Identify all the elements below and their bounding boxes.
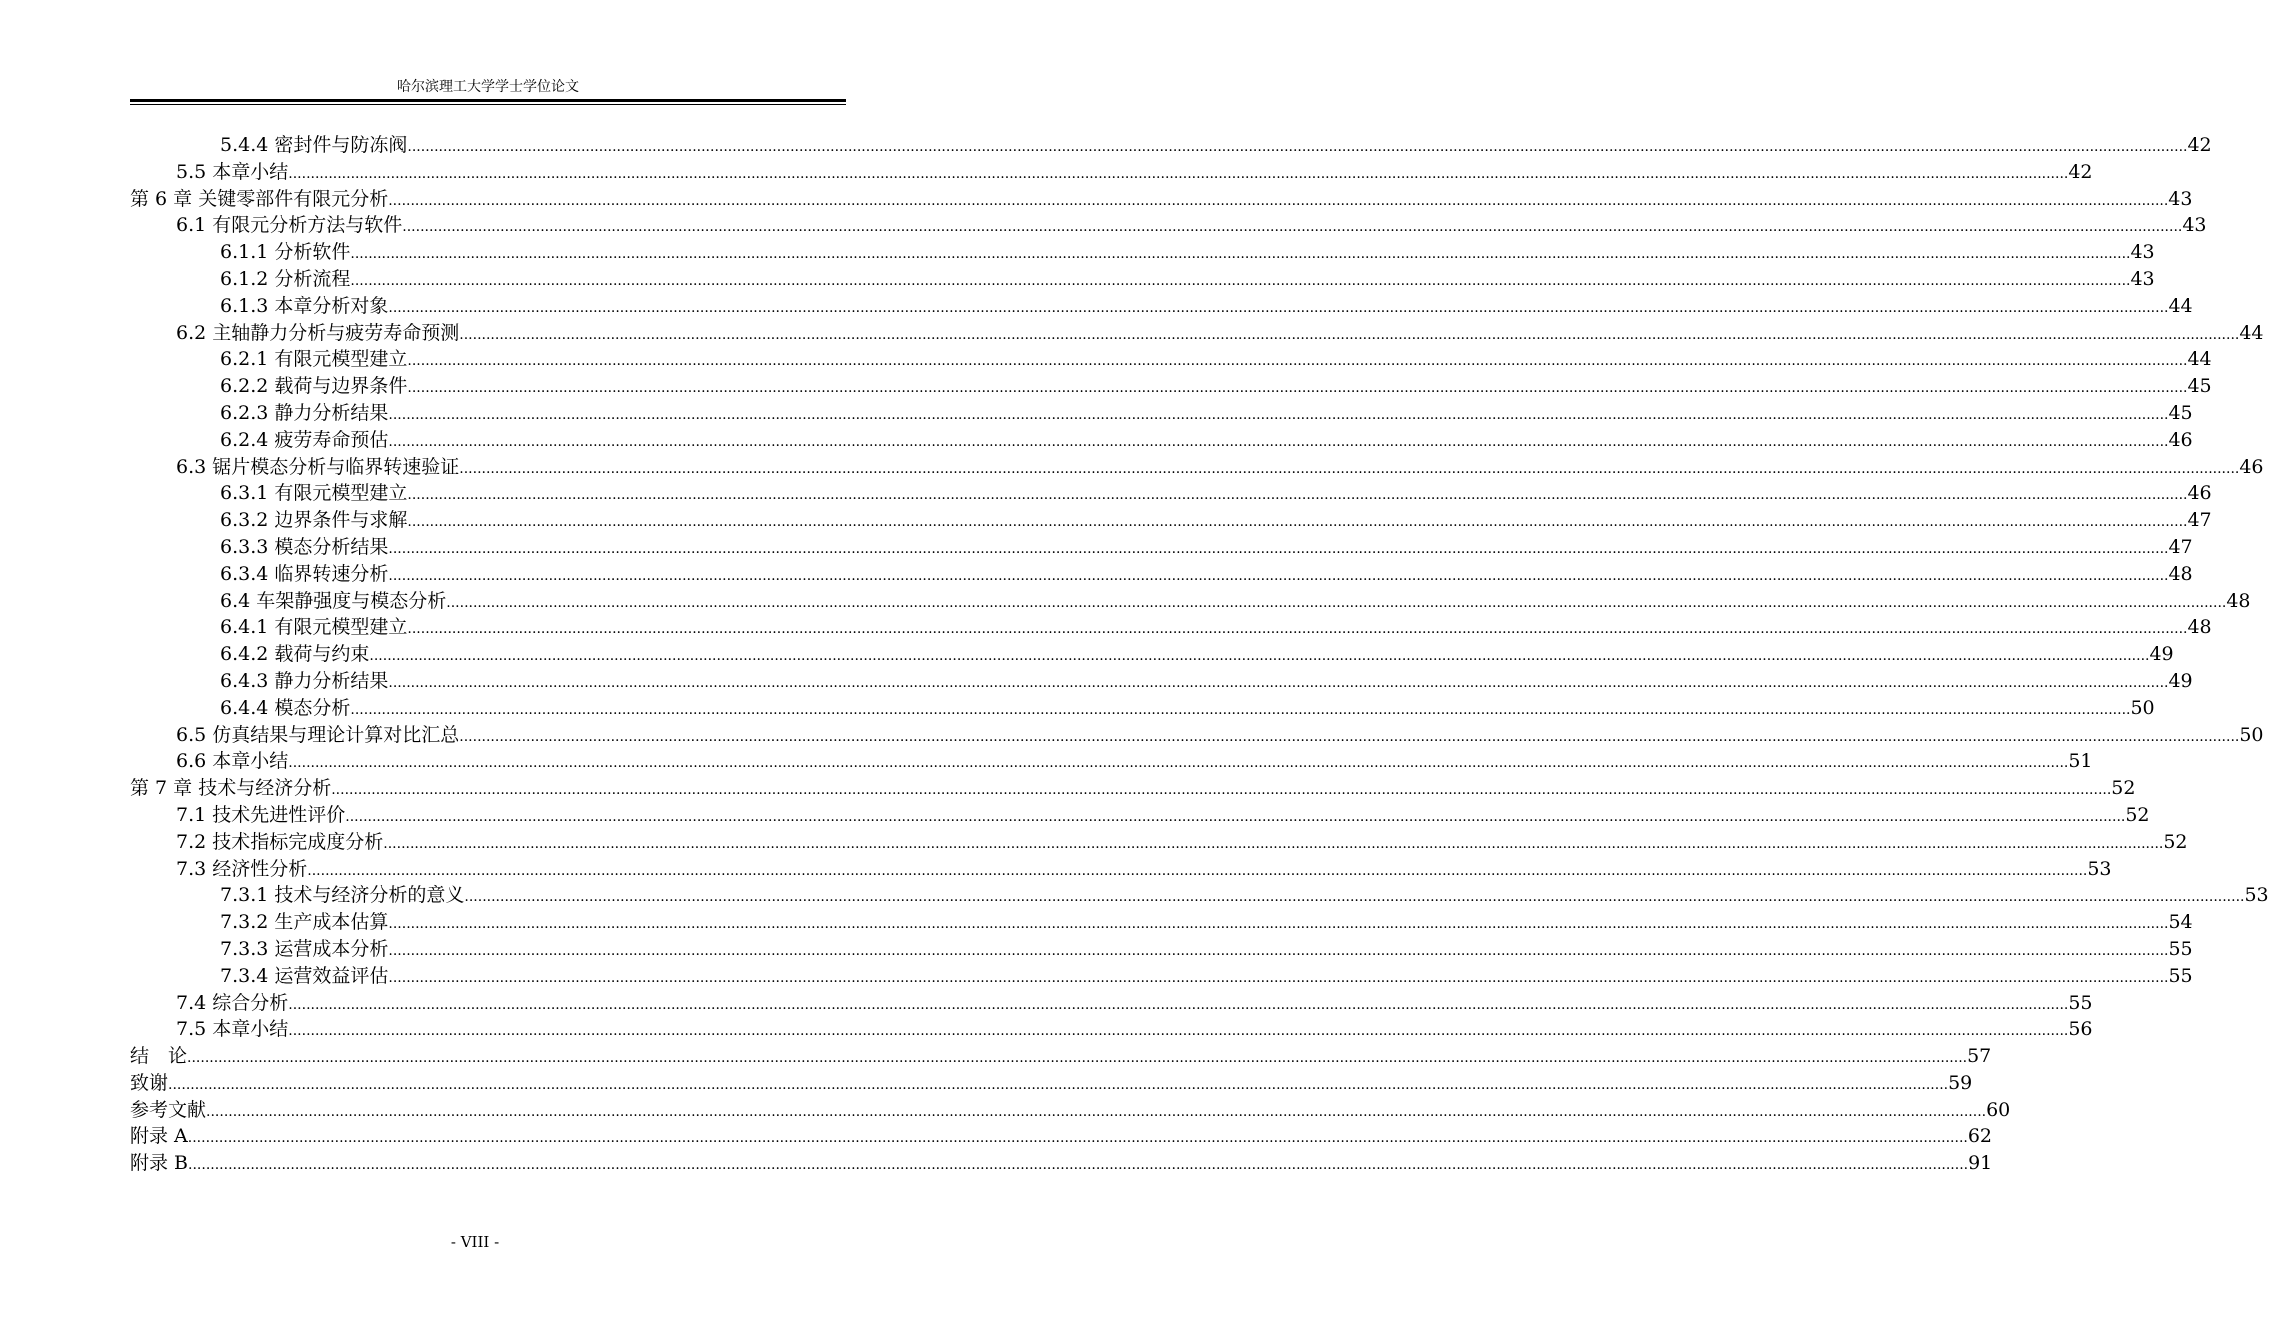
toc-entry[interactable] [130, 668, 2193, 695]
toc-dot-leader: ................................................................................................................................................................................................................................................................................................................................................................................................................ [464, 889, 2245, 906]
toc-entry-page: 55 [2068, 991, 2093, 1014]
page-number: - VIII - [450, 1233, 500, 1251]
toc-entry[interactable] [130, 990, 2093, 1017]
toc-entry-title: 7.3.3 运营成本分析 [220, 937, 389, 960]
toc-dot-leader: ................................................................................................................................................................................................................................................................................................................................................................................................................ [307, 862, 2088, 879]
toc-entry-title: 参考文献 [130, 1098, 207, 1121]
toc-dot-leader: ................................................................................................................................................................................................................................................................................................................................................................................................................ [388, 916, 2169, 933]
toc-dot-leader: ................................................................................................................................................................................................................................................................................................................................................................................................................ [288, 755, 2069, 772]
toc-entry[interactable] [130, 614, 2212, 641]
toc-entry[interactable] [130, 588, 2251, 615]
toc-entry[interactable] [130, 909, 2193, 936]
toc-entry[interactable] [130, 212, 2207, 239]
toc-entry-title: 6.3 锯片模态分析与临界转速验证 [176, 455, 460, 478]
toc-dot-leader: ................................................................................................................................................................................................................................................................................................................................................................................................................ [187, 1050, 1968, 1067]
toc-entry[interactable] [130, 882, 2269, 909]
toc-dot-leader: ................................................................................................................................................................................................................................................................................................................................................................................................................ [407, 487, 2188, 504]
toc-entry[interactable] [130, 1097, 2011, 1124]
toc-entry-title: 7.2 技术指标完成度分析 [176, 830, 384, 853]
toc-dot-leader: ................................................................................................................................................................................................................................................................................................................................................................................................................ [350, 701, 2131, 718]
toc-entry[interactable] [130, 1070, 1973, 1097]
toc-entry[interactable] [130, 454, 2264, 481]
toc-entry-page: 42 [2187, 134, 2212, 156]
toc-dot-leader: ................................................................................................................................................................................................................................................................................................................................................................................................................ [402, 219, 2183, 236]
toc-entry[interactable] [130, 293, 2193, 320]
toc-entry-page: 44 [2168, 294, 2193, 317]
toc-entry-page: 44 [2187, 348, 2212, 371]
toc-entry-title: 6.3.2 边界条件与求解 [220, 509, 408, 532]
toc-entry-page: 43 [2168, 187, 2193, 210]
toc-dot-leader: ................................................................................................................................................................................................................................................................................................................................................................................................................ [345, 808, 2126, 825]
toc-entry[interactable] [130, 1123, 1993, 1150]
toc-entry-page: 46 [2239, 455, 2264, 478]
toc-dot-leader: ................................................................................................................................................................................................................................................................................................................................................................................................................ [388, 406, 2169, 423]
toc-entry[interactable] [130, 802, 2150, 829]
toc-entry-title: 6.4.3 静力分析结果 [220, 669, 389, 692]
toc-entry-page: 49 [2149, 643, 2174, 666]
toc-entry-title: 7.3.2 生产成本估算 [220, 911, 389, 934]
toc-dot-leader: ................................................................................................................................................................................................................................................................................................................................................................................................................ [388, 299, 2169, 316]
toc-dot-leader: ................................................................................................................................................................................................................................................................................................................................................................................................................ [288, 165, 2069, 182]
toc-entry-page: 48 [2168, 562, 2193, 585]
toc-entry-page: 42 [2068, 160, 2093, 183]
toc-entry[interactable] [130, 132, 2212, 159]
toc-entry[interactable] [130, 507, 2212, 534]
toc-dot-leader: ................................................................................................................................................................................................................................................................................................................................................................................................................ [288, 996, 2069, 1013]
toc-entry-title: 附录 B [130, 1152, 189, 1175]
toc-entry-page: 91 [1968, 1152, 1993, 1175]
toc-entry[interactable] [130, 159, 2093, 186]
toc-entry-page: 53 [2087, 857, 2112, 880]
toc-entry-title: 6.3.4 临界转速分析 [220, 562, 389, 585]
toc-entry-title: 5.5 本章小结 [176, 160, 289, 183]
toc-entry[interactable] [130, 829, 2188, 856]
toc-dot-leader: ................................................................................................................................................................................................................................................................................................................................................................................................................ [388, 433, 2169, 450]
toc-entry-page: 47 [2168, 535, 2193, 558]
toc-entry[interactable] [130, 1150, 1993, 1177]
toc-entry[interactable] [130, 266, 2155, 293]
table-of-contents [130, 132, 2269, 1177]
toc-entry-page: 44 [2239, 321, 2264, 344]
toc-entry-title: 6.2.1 有限元模型建立 [220, 348, 408, 371]
toc-entry-title: 7.4 综合分析 [176, 991, 289, 1014]
toc-entry-title: 结 论 [130, 1045, 188, 1068]
toc-dot-leader: ................................................................................................................................................................................................................................................................................................................................................................................................................ [388, 567, 2169, 584]
toc-entry-title: 6.4.2 载荷与约束 [220, 643, 370, 666]
toc-entry[interactable] [130, 186, 2193, 213]
toc-entry[interactable] [130, 1016, 2093, 1043]
toc-entry-title: 7.5 本章小结 [176, 1018, 289, 1041]
toc-dot-leader: ................................................................................................................................................................................................................................................................................................................................................................................................................ [188, 1157, 1969, 1174]
toc-entry-title: 7.1 技术先进性评价 [176, 803, 346, 826]
toc-entry-title: 6.1.2 分析流程 [220, 267, 351, 290]
toc-dot-leader: ................................................................................................................................................................................................................................................................................................................................................................................................................ [350, 246, 2131, 263]
toc-dot-leader: ................................................................................................................................................................................................................................................................................................................................................................................................................ [388, 969, 2169, 986]
toc-entry-title: 6.3.1 有限元模型建立 [220, 482, 408, 505]
toc-entry-page: 46 [2187, 482, 2212, 505]
toc-dot-leader: ................................................................................................................................................................................................................................................................................................................................................................................................................ [446, 594, 2227, 611]
toc-entry-title: 6.2.4 疲劳寿命预估 [220, 428, 389, 451]
toc-entry[interactable] [130, 936, 2193, 963]
toc-entry[interactable] [130, 963, 2193, 990]
toc-entry-page: 59 [1948, 1071, 1973, 1094]
toc-entry[interactable] [130, 534, 2193, 561]
toc-entry-title: 第 7 章 技术与经济分析 [130, 777, 332, 800]
toc-entry-page: 47 [2187, 509, 2212, 532]
toc-entry-title: 6.2.2 载荷与边界条件 [220, 375, 408, 398]
toc-entry-page: 57 [1967, 1045, 1992, 1068]
toc-entry-page: 46 [2168, 428, 2193, 451]
toc-entry-title: 6.2 主轴静力分析与疲劳寿命预测 [176, 321, 460, 344]
toc-dot-leader: ................................................................................................................................................................................................................................................................................................................................................................................................................ [459, 326, 2240, 343]
toc-entry-title: 7.3 经济性分析 [176, 857, 308, 880]
toc-entry[interactable] [130, 480, 2212, 507]
toc-dot-leader: ................................................................................................................................................................................................................................................................................................................................................................................................................ [388, 540, 2169, 557]
toc-entry[interactable] [130, 239, 2155, 266]
toc-entry[interactable] [130, 400, 2193, 427]
toc-entry[interactable] [130, 641, 2174, 668]
toc-entry-title: 6.1.1 分析软件 [220, 241, 351, 264]
toc-dot-leader: ................................................................................................................................................................................................................................................................................................................................................................................................................ [407, 139, 2188, 155]
toc-entry-page: 56 [2068, 1018, 2093, 1041]
toc-dot-leader: ................................................................................................................................................................................................................................................................................................................................................................................................................ [350, 272, 2131, 289]
toc-entry[interactable] [130, 427, 2193, 454]
toc-entry-title: 7.3.1 技术与经济分析的意义 [220, 884, 465, 907]
toc-entry-page: 55 [2168, 937, 2193, 960]
toc-dot-leader: ................................................................................................................................................................................................................................................................................................................................................................................................................ [206, 1103, 1987, 1120]
toc-entry-page: 50 [2130, 696, 2155, 719]
toc-entry-page: 52 [2125, 803, 2150, 826]
toc-entry-title: 6.4.1 有限元模型建立 [220, 616, 408, 639]
toc-dot-leader: ................................................................................................................................................................................................................................................................................................................................................................................................................ [331, 782, 2112, 799]
toc-entry-page: 45 [2168, 401, 2193, 424]
toc-dot-leader: ................................................................................................................................................................................................................................................................................................................................................................................................................ [388, 192, 2169, 209]
toc-entry-page: 53 [2244, 884, 2269, 907]
toc-entry[interactable] [130, 775, 2136, 802]
toc-entry-page: 52 [2111, 777, 2136, 800]
toc-entry[interactable] [130, 320, 2264, 347]
toc-entry-page: 54 [2168, 911, 2193, 934]
toc-entry[interactable] [130, 748, 2093, 775]
toc-entry-title: 6.4.4 模态分析 [220, 696, 351, 719]
header-rule-thick [130, 99, 846, 102]
toc-entry-page: 45 [2187, 375, 2212, 398]
toc-entry-title: 6.2.3 静力分析结果 [220, 401, 389, 424]
toc-entry-page: 48 [2187, 616, 2212, 639]
toc-dot-leader: ................................................................................................................................................................................................................................................................................................................................................................................................................ [388, 942, 2169, 959]
toc-entry-page: 43 [2182, 214, 2207, 237]
toc-entry-page: 49 [2168, 669, 2193, 692]
running-header: 哈尔滨理工大学学士学位论文 [397, 79, 579, 95]
toc-entry-page: 43 [2130, 241, 2155, 264]
toc-entry-page: 43 [2130, 267, 2155, 290]
toc-entry-page: 55 [2168, 964, 2193, 987]
toc-entry-page: 60 [1986, 1098, 2011, 1121]
toc-dot-leader: ................................................................................................................................................................................................................................................................................................................................................................................................................ [407, 621, 2188, 638]
toc-entry[interactable] [130, 561, 2193, 588]
toc-entry[interactable] [130, 695, 2155, 722]
toc-entry-title: 6.1.3 本章分析对象 [220, 294, 389, 317]
toc-dot-leader: ................................................................................................................................................................................................................................................................................................................................................................................................................ [187, 1130, 1968, 1147]
toc-dot-leader: ................................................................................................................................................................................................................................................................................................................................................................................................................ [383, 835, 2164, 852]
toc-dot-leader: ................................................................................................................................................................................................................................................................................................................................................................................................................ [459, 460, 2240, 477]
toc-entry-title: 6.5 仿真结果与理论计算对比汇总 [176, 723, 460, 746]
header-rule-thin [130, 104, 846, 105]
toc-dot-leader: ................................................................................................................................................................................................................................................................................................................................................................................................................ [407, 353, 2188, 370]
toc-entry-title: 致谢 [130, 1071, 169, 1094]
toc-entry-title: 6.4 车架静强度与模态分析 [220, 589, 447, 612]
toc-dot-leader: ................................................................................................................................................................................................................................................................................................................................................................................................................ [407, 514, 2188, 531]
toc-entry-page: 50 [2239, 723, 2264, 746]
toc-entry[interactable] [130, 856, 2112, 883]
toc-entry-title: 5.4.4 密封件与防冻阀 [220, 134, 408, 156]
toc-entry-page: 52 [2163, 830, 2188, 853]
toc-entry-title: 6.6 本章小结 [176, 750, 289, 773]
toc-dot-leader: ................................................................................................................................................................................................................................................................................................................................................................................................................ [369, 648, 2150, 665]
toc-dot-leader: ................................................................................................................................................................................................................................................................................................................................................................................................................ [288, 1023, 2069, 1040]
toc-entry-page: 51 [2068, 750, 2093, 773]
toc-entry-title: 7.3.4 运营效益评估 [220, 964, 389, 987]
toc-entry-title: 第 6 章 关键零部件有限元分析 [130, 187, 389, 210]
toc-entry-page: 62 [1967, 1125, 1993, 1148]
toc-entry[interactable] [130, 373, 2212, 400]
toc-entry[interactable] [130, 722, 2264, 749]
toc-entry[interactable] [130, 346, 2212, 373]
toc-entry-title: 附录 A [130, 1125, 188, 1148]
toc-dot-leader: ................................................................................................................................................................................................................................................................................................................................................................................................................ [168, 1076, 1949, 1093]
toc-dot-leader: ................................................................................................................................................................................................................................................................................................................................................................................................................ [459, 728, 2240, 745]
toc-entry-page: 48 [2226, 589, 2251, 612]
toc-dot-leader: ................................................................................................................................................................................................................................................................................................................................................................................................................ [407, 380, 2188, 397]
toc-entry-title: 6.3.3 模态分析结果 [220, 535, 389, 558]
toc-dot-leader: ................................................................................................................................................................................................................................................................................................................................................................................................................ [388, 674, 2169, 691]
toc-entry-title: 6.1 有限元分析方法与软件 [176, 214, 403, 237]
toc-entry[interactable] [130, 1043, 1992, 1070]
